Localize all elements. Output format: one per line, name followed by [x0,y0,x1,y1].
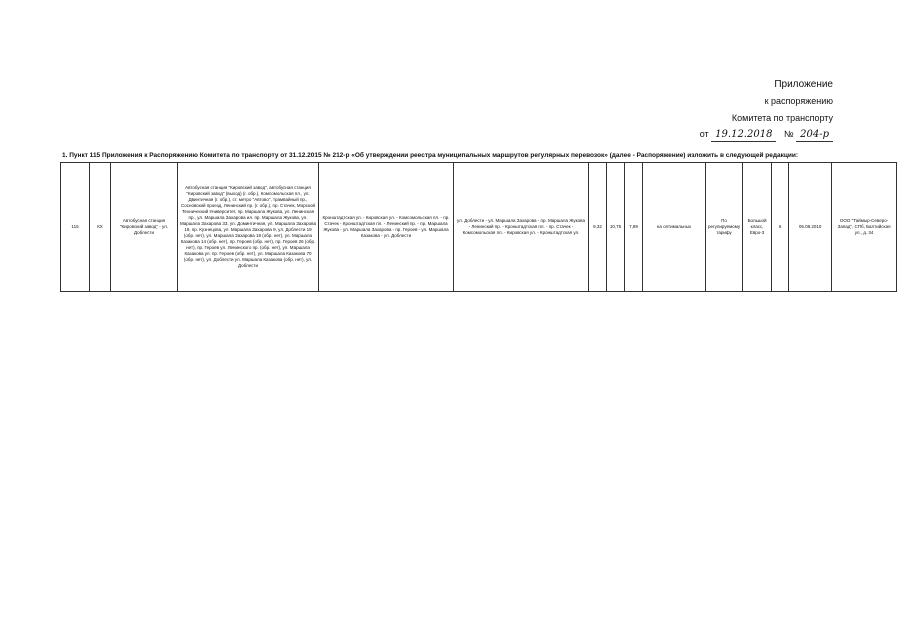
from-label: от [699,129,709,139]
cell-name: Автобусная станция "Кировский завод" - ул. Доблести [111,163,178,292]
cell-streets-back: ул. Доблести - ул. Маршала Захарова - пр. Маршала Жукова - Ленинский пр. - Кронштадтская пл. - пр. Стачек - Комсомольская пл. - Кировская ул. - Кронштадтская ул. [454,163,589,292]
cell-tariff: По регулируемому тарифу [706,163,743,292]
cell-num: 115 [61,163,90,292]
order-date: 19.12.2018 [711,128,776,142]
cell-stop-order: на оптимальных [643,163,706,292]
cell-stops: Автобусная станция "Кировский завод", автобусная станция "Кировский завод" (выход) (г. обр.), Комсомольская пл., ул. Двинтичная (г. обр.), ст. метро "Автово", трамвайный пр., Сосновский проезд, Ленинский пр. (г. обр.), пр. Стачек, Морской Технический Университет, пр. Маршала Жукова, ул. Ленинская пр., ул. Маршала Захарова ил. пр. Маршала Жукова, ул. Маршала Захарова 33, ул. Доминтичная, ул. Маршала Захарова 19, пр. Кузнецова, ул. Маршала Захарова 9, ул. Доблести 19 (обр. нет), ул. Маршала Захарова 18 (обр. нет), ул. Маршала Казакова 14 (обр. нет), пр. Героев (обр. нет), пр. Героев 26 (обр. нет), пр. Героев ул. Ленинского пр. (обр. нет), ул. Маршала Казакова ул. пр. Героев (обр. нет), ул. Маршала Казакова 70 (обр. нет), ул. Доблести ул. Маршала Казакова (обр. нет), ул. Доблести [178,163,319,292]
appendix-subtitle: к распоряжению [764,96,833,106]
committee-name: Комитета по транспорту [731,113,833,123]
cell-streets-forward: Кронштадтская ул. - Кировская ул. - Комсомольская пл. - пр. Стачек - Кронштадтская пл. - Ленинский пр. - пр. Маршала Жукова - ул. Маршала Захарова - пр. Героев - ул. Маршала Казакова - ул. Доблести [319,163,454,292]
cell-length-fwd: 9,32 [589,163,607,292]
cell-route: КХ [90,163,111,292]
cell-count: 6 [772,163,789,292]
route-table [60,162,897,292]
table-row [61,163,897,292]
order-date-line [700,128,833,142]
cell-length-back: 10,75 [607,163,625,292]
cell-carrier: ООО "Таймыр-Северо-Запад", СПб, Балтийская ул., д. 34 [832,163,897,292]
cell-vehicle: Большой класс, Евро-3 [743,163,772,292]
intro-paragraph: 1. Пункт 115 Приложения к Распоряжению Комитета по транспорту от 31.12.2015 № 212-р «Об утверждении реестра муниципальных маршрутов регулярных перевозок» (далее - Распоряжение) изложить в следующей редакции: [62,152,799,159]
appendix-title: Приложение [774,79,833,90]
order-number: 204-р [796,128,833,142]
cell-date: 05.08.2010 [789,163,832,292]
cell-length-avg: 7,89 [625,163,643,292]
number-label: № [783,129,794,139]
